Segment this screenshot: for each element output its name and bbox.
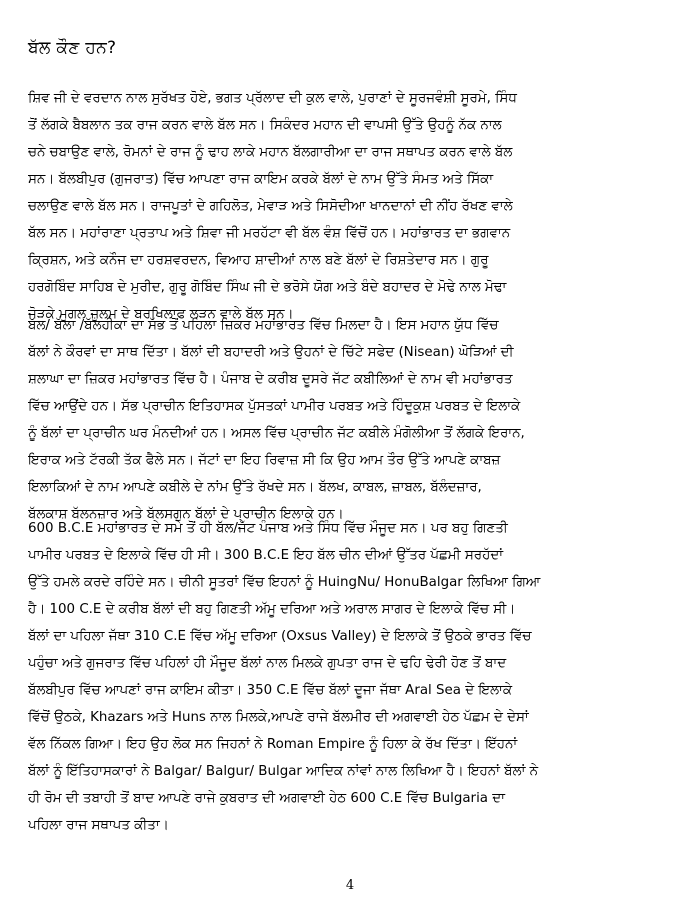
text-line: ਚਲਾਉਣ ਵਾਲੇ ਬੱਲ ਸਨ। ਰਾਜਪੂਤਾਂ ਦੇ ਗਹਿਲੋਤ, ਮੇਵਾੜ ਅਤੇ ਸਿਸੋਦੀਆ ਖਾਨਦਾਨਾਂ ਦੀ ਨੀਂਹ ਰੱਖਣ ਵਾਲੇ — [28, 199, 513, 214]
text-line: ਇਲਾਕਿਆਂ ਦੇ ਨਾਮ ਆਪਣੇ ਕਬੀਲੇ ਦੇ ਨਾਂਮ ਉੱਤੇ ਰੱਖਦੇ ਸਨ। ਬੱਲਖ, ਕਾਬਲ, ਜ਼ਾਬਲ, ਬੱਲੰਦਜ਼ਾਰ, — [28, 480, 482, 495]
text-line: ਵੱਲ ਨਿੱਕਲ ਗਿਆ। ਇਹ ਉਹ ਲੋਕ ਸਨ ਜਿਹਨਾਂ ਨੇ Roman Empire ਨੂੰ ਹਿਲਾ ਕੇ ਰੱਖ ਦਿੱਤਾ। ਇੱਹਨਾਂ — [28, 737, 518, 752]
text-line: 600 B.C.E ਮਹਾਂਭਾਰਤ ਦੇ ਸਮੇ ਤੋਂ ਹੀ ਬੱਲ/ਜੱਟ ਪੰਜਾਬ ਅਤੇ ਸਿੰਧ ਵਿੱਚ ਮੌਜੂਦ ਸਨ। ਪਰ ਬਹੁ ਗਿਣਤੀ — [28, 521, 508, 536]
text-line: ਨੂੰ ਬੱਲਾਂ ਦਾ ਪ੍ਰਾਚੀਨ ਘਰ ਮੰਨਦੀਆਂ ਹਨ। ਅਸਲ ਵਿੱਚ ਪ੍ਰਾਚੀਨ ਜੱਟ ਕਬੀਲੇ ਮੰਗੋਲੀਆ ਤੋਂ ਲੱਗਕੇ ਇਰਾਨ, — [28, 426, 525, 441]
text-line: ਹੈ। 100 C.E ਦੇ ਕਰੀਬ ਬੱਲਾਂ ਦੀ ਬਹੁ ਗਿਣਤੀ ਅੱਮੂ ਦਰਿਆ ਅਤੇ ਅਰਾਲ ਸਾਗਰ ਦੇ ਇਲਾਕੇ ਵਿੱਚ ਸੀ। — [28, 602, 516, 617]
text-line: ਤੋਂ ਲੱਗਕੇ ਬੈਬਲਾਨ ਤਕ ਰਾਜ ਕਰਨ ਵਾਲੇ ਬੱਲ ਸਨ। ਸਿਕੰਦਰ ਮਹਾਨ ਦੀ ਵਾਪਸੀ ਉੱਤੇ ਉਹਨੂੰ ਨੱਕ ਨਾਲ — [28, 118, 502, 133]
text-line: ਜੋੜਕੇ ਮੁਗਲ ਜ਼ੁਲਮ ਦੇ ਬਰਖਿਲਾਫ ਲੜਨ ਵਾਲੇ ਬੱਲ ਸਨ। — [28, 307, 294, 322]
text-line: ਵਿੱਚ ਆਉਂਦੇ ਹਨ। ਸੱਭ ਪ੍ਰਾਚੀਨ ਇਤਿਹਾਸਕ ਪੁੱਸਤਕਾਂ ਪਾਮੀਰ ਪਰਬਤ ਅਤੇ ਹਿੰਦੂਕੁਸ਼ ਪਰਬਤ ਦੇ ਇਲਾਕੇ — [28, 399, 521, 414]
text-line: ਸ਼ਲਾਘਾ ਦਾ ਜ਼ਿਕਰ ਮਹਾਂਭਾਰਤ ਵਿੱਚ ਹੈ। ਪੰਜਾਬ ਦੇ ਕਰੀਬ ਦੂਸਰੇ ਜੱਟ ਕਬੀਲਿਆਂ ਦੇ ਨਾਮ ਵੀ ਮਹਾਂਭਾਰਤ — [28, 372, 513, 387]
paragraph-origins — [28, 85, 674, 328]
text-line: ਚਨੇ ਚਬਾਉਣ ਵਾਲੇ, ਰੋਮਨਾਂ ਦੇ ਰਾਜ ਨੂੰ ਢਾਹ ਲਾਕੇ ਮਹਾਨ ਬੱਲਗਾਰੀਆ ਦਾ ਰਾਜ ਸਥਾਪਤ ਕਰਨ ਵਾਲੇ ਬੱਲ — [28, 145, 513, 160]
page-number: 4 — [345, 878, 355, 893]
paragraph-mahabharat — [28, 312, 674, 528]
paragraph-migrations — [28, 515, 674, 839]
text-line: ਸਨ। ਬੱਲਬੀਪੁਰ (ਗੁਜਰਾਤ) ਵਿੱਚ ਆਪਣਾ ਰਾਜ ਕਾਇਮ ਕਰਕੇ ਬੱਲਾਂ ਦੇ ਨਾਮ ਉੱਤੇ ਸੰਮਤ ਅਤੇ ਸਿੱਕਾ — [28, 172, 494, 187]
text-line: ਪਹੁੰਚਾ ਅਤੇ ਗੁਜਰਾਤ ਵਿੱਚ ਪਹਿਲਾਂ ਹੀ ਮੌਜੂਦ ਬੱਲਾਂ ਨਾਲ ਮਿਲਕੇ ਗੁਪਤਾ ਰਾਜ ਦੇ ਢਹਿ ਢੇਰੀ ਹੋਣ ਤੋਂ ਬਾਦ — [28, 656, 507, 671]
text-line: ਪਹਿਲਾ ਰਾਜ ਸਥਾਪਤ ਕੀਤਾ। — [28, 818, 169, 833]
text-line: ਪਾਮੀਰ ਪਰਬਤ ਦੇ ਇਲਾਕੇ ਵਿੱਚ ਹੀ ਸੀ। 300 B.C.E ਇਹ ਬੱਲ ਚੀਨ ਦੀਆਂ ਉੱਤਰ ਪੱਛਮੀ ਸਰਹੱਦਾਂ — [28, 548, 503, 563]
page-heading: ਬੱਲ ਕੌਣ ਹਨ? — [28, 38, 117, 58]
text-line: ਬੱਲਾਂ ਨੂੰ ਇੱਤਿਹਾਸਕਾਰਾਂ ਨੇ Balgar/ Balgur/ Bulgar ਆਦਿਕ ਨਾਂਵਾਂ ਨਾਲ ਲਿਖਿਆ ਹੈ। ਇਹਨਾਂ ਬੱਲਾਂ ਨੇ — [28, 764, 538, 779]
text-line: ਵਿੱਚੋਂ ਉਠਕੇ, Khazars ਅਤੇ Huns ਨਾਲ ਮਿਲਕੇ,ਆਪਣੇ ਰਾਜੇ ਬੱਲਮੀਰ ਦੀ ਅਗਵਾਈ ਹੇਠ ਪੱਛਮ ਦੇ ਦੇਸਾਂ — [28, 710, 529, 725]
text-line: ਬੱਲਕਾਸ਼ ਬੱਲਨਜ਼ਾਰ ਅਤੇ ਬੱਲਸਗੁਨ ਬੱਲਾਂ ਦੇ ਪ੍ਰਾਚੀਨ ਇਲਾਕੇ ਹਨ। — [28, 507, 344, 522]
text-line: ਬੱਲਾਂ ਨੇ ਕੌਰਵਾਂ ਦਾ ਸਾਥ ਦਿੱਤਾ। ਬੱਲਾਂ ਦੀ ਬਹਾਦਰੀ ਅਤੇ ਉਹਨਾਂ ਦੇ ਚਿੱਟੇ ਸਫੇਦ (Nisean) ਘੋੜਿਆਂ ਦੀ — [28, 345, 514, 360]
text-line: ਕ੍ਰਿਸ਼ਨ, ਅਤੇ ਕਨੌਜ ਦਾ ਹਰਸ਼ਵਰਦਨ, ਵਿਆਹ ਸ਼ਾਦੀਆਂ ਨਾਲ ਬਣੇ ਬੱਲਾਂ ਦੇ ਰਿਸ਼ਤੇਦਾਰ ਸਨ। ਗੁਰੂ — [28, 253, 489, 268]
text-line: ਬੱਲ/ ਬੱਲਾ /ਬੱਲਹੀਕਾ ਦਾ ਸੱਭ ਤੋਂ ਪਹਿਲਾ ਜ਼ਿਕਰ ਮਹਾਂਭਾਰਤ ਵਿੱਚ ਮਿਲਦਾ ਹੈ। ਇਸ ਮਹਾਨ ਯੁੱਧ ਵਿੱਚ — [28, 318, 499, 333]
text-line: ਹਰਗੋਬਿੰਦ ਸਾਹਿਬ ਦੇ ਮੁਰੀਦ, ਗੁਰੂ ਗੋਬਿੰਦ ਸਿੰਘ ਜੀ ਦੇ ਭਰੋਸੇ ਯੋਗ ਅਤੇ ਬੰਦੇ ਬਹਾਦਰ ਦੇ ਮੋਢੇ ਨਾਲ ਮੋਢਾ — [28, 280, 507, 295]
text-line: ਉੱਤੇ ਹਮਲੇ ਕਰਦੇ ਰਹਿੰਦੇ ਸਨ। ਚੀਨੀ ਸੂਤਰਾਂ ਵਿੱਚ ਇਹਨਾਂ ਨੂੰ HuingNu/ HonuBalgar ਲਿਖਿਆ ਗਿਆ — [28, 575, 541, 590]
text-line: ਸ਼ਿਵ ਜੀ ਦੇ ਵਰਦਾਨ ਨਾਲ ਸੁਰੱਖਤ ਹੋਏ, ਭਗਤ ਪ੍ਰੱਲਾਦ ਦੀ ਕੁਲ ਵਾਲੇ, ਪੁਰਾਣਾਂ ਦੇ ਸੂਰਜਵੰਸ਼ੀ ਸੂਰਮੇ, ਸਿੰਧ — [28, 91, 517, 106]
text-line: ਬੱਲਾਂ ਦਾ ਪਹਿਲਾ ਜੱਥਾ 310 C.E ਵਿੱਚ ਅੱਮੂ ਦਰਿਆ (Oxsus Valley) ਦੇ ਇਲਾਕੇ ਤੋਂ ਉਠਕੇ ਭਾਰਤ ਵਿੱਚ — [28, 629, 532, 644]
text-line: ਹੀ ਰੋਮ ਦੀ ਤਬਾਹੀ ਤੋਂ ਬਾਦ ਆਪਣੇ ਰਾਜੇ ਕੁਬਰਾਤ ਦੀ ਅਗਵਾਈ ਹੇਠ 600 C.E ਵਿੱਚ Bulgaria ਦਾ — [28, 791, 505, 806]
text-line: ਬੱਲਬੀਪੁਰ ਵਿੱਚ ਆਪਣਾਂ ਰਾਜ ਕਾਇਮ ਕੀਤਾ। 350 C.E ਵਿੱਚ ਬੱਲਾਂ ਦੂਜਾ ਜੱਥਾ Aral Sea ਦੇ ਇਲਾਕੇ — [28, 683, 512, 698]
text-line: ਬੱਲ ਸਨ। ਮਹਾਂਰਾਣਾ ਪ੍ਰਤਾਪ ਅਤੇ ਸ਼ਿਵਾ ਜੀ ਮਰਹੱਟਾ ਵੀ ਬੱਲ ਵੰਸ਼ ਵਿੱਚੋਂ ਹਨ। ਮਹਾਂਭਾਰਤ ਦਾ ਭਗਵਾਨ — [28, 226, 511, 241]
text-line: ਇਰਾਕ ਅਤੇ ਟੱਰਕੀ ਤੱਕ ਫੈਲੇ ਸਨ। ਜੱਟਾਂ ਦਾ ਇਹ ਰਿਵਾਜ਼ ਸੀ ਕਿ ਉਹ ਆਮ ਤੌਰ ਉੱਤੇ ਆਪਣੇ ਕਾਬਜ਼ — [28, 453, 501, 468]
